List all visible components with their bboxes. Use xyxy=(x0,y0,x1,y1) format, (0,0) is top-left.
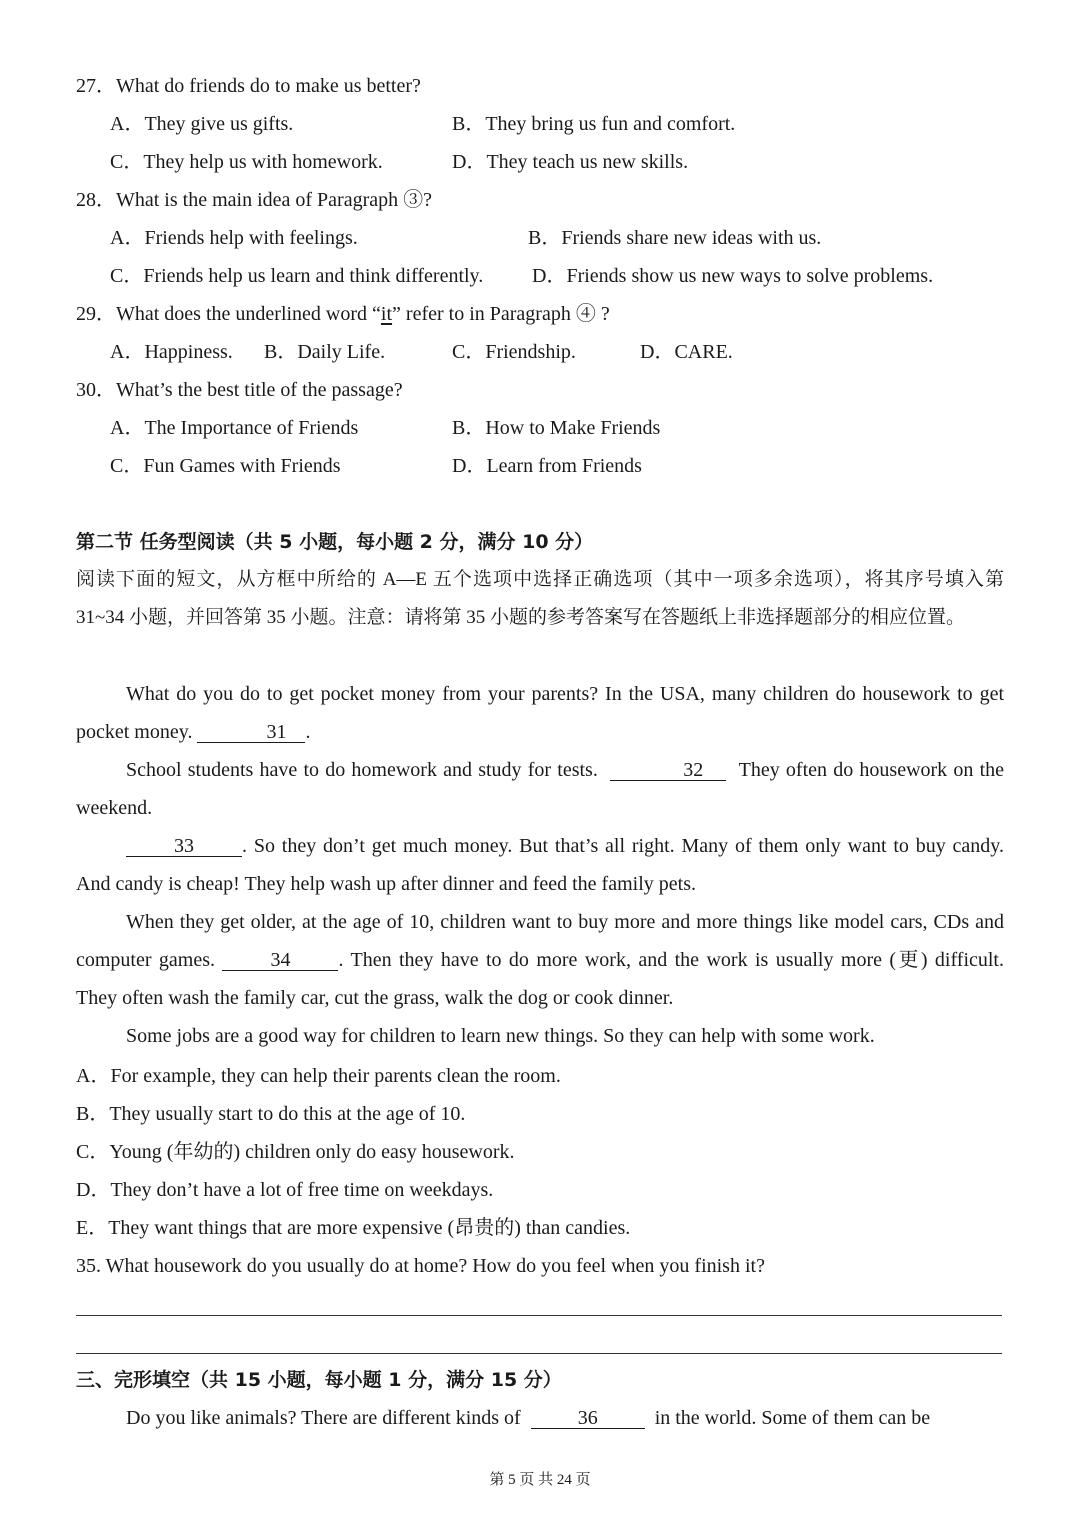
choice-e: E．They want things that are more expensive (昂贵的) than candies. xyxy=(76,1217,631,1239)
section-2-instructions: 阅读下面的短文，从方框中所给的 A—E 五个选项中选择正确选项（其中一项多余选项），将其序号填入第 31~34 小题，并回答第 35 小题。注意：请将第 35 小题的参考答案写在答题纸上非选择题部分的相应位置。 xyxy=(76,569,1004,628)
q27-option-b: B．They bring us fun and comfort. xyxy=(452,113,736,135)
blank-31: 31 xyxy=(197,722,305,743)
choice-b: B．They usually start to do this at the age of 10. xyxy=(76,1103,466,1125)
q28-option-a: A．Friends help with feelings. xyxy=(110,227,358,249)
blank-34: 34 xyxy=(222,950,338,971)
q30-option-c: C．Fun Games with Friends xyxy=(110,455,341,477)
blank-36: 36 xyxy=(531,1408,645,1429)
question-35: 35. What housework do you usually do at home? How do you feel when you finish it? xyxy=(76,1255,765,1277)
passage-paragraph-2 xyxy=(76,751,1004,827)
q27-option-d: D．They teach us new skills. xyxy=(452,151,689,173)
p2-text: School students have to do homework and study for tests. xyxy=(126,759,598,781)
choice-c: C．Young (年幼的) children only do easy housework. xyxy=(76,1141,515,1163)
section-3-title: 三、完形填空（共 15 小题，每小题 1 分，满分 15 分） xyxy=(76,1369,562,1391)
question-28-stem: 28．What is the main idea of Paragraph ③? xyxy=(76,189,432,211)
q27-option-c: C．They help us with homework. xyxy=(110,151,383,173)
q29-stem-pre: 29．What does the underlined word “ xyxy=(76,303,381,325)
choice-a: A．For example, they can help their parents clean the room. xyxy=(76,1065,561,1087)
passage-paragraph-1: What do you do to get pocket money from your parents? In the USA, many children do housework to get pocket money. 31 . xyxy=(76,683,1004,743)
passage-paragraph-4 xyxy=(76,903,1004,1017)
q28-option-b: B．Friends share new ideas with us. xyxy=(528,227,822,249)
answer-line-2 xyxy=(76,1353,1002,1354)
q29-option-d: D．CARE. xyxy=(640,341,733,363)
cloze-paragraph-1 xyxy=(76,1399,1004,1437)
answer-line-1 xyxy=(76,1315,1002,1316)
question-27-stem: 27．What do friends do to make us better? xyxy=(76,75,421,97)
underlined-word: it xyxy=(380,303,393,325)
q28-option-c: C．Friends help us learn and think differently. xyxy=(110,265,484,287)
cloze-p1-text: Do you like animals? There are different kinds of xyxy=(126,1407,521,1429)
q30-option-d: D．Learn from Friends xyxy=(452,455,642,477)
q30-option-b: B．How to Make Friends xyxy=(452,417,661,439)
passage-paragraph-5: Some jobs are a good way for children to learn new things. So they can help with some work. xyxy=(126,1025,875,1047)
q29-option-a: A．Happiness. xyxy=(110,341,233,363)
blank-32: 32 xyxy=(610,760,726,781)
q29-stem-post: ” refer to in Paragraph ④ ? xyxy=(392,303,610,325)
p4-after: . Then they have to do more work, and the work is usually more (更) difficult. They often wash the family car, cut the grass, walk the dog or cook dinner. xyxy=(76,949,1004,1009)
passage-paragraph-3 xyxy=(76,827,1004,903)
question-29-stem xyxy=(76,302,610,326)
p4-text: When they get older, at the age of 10, children want to buy more and more things like model cars, CDs and computer games. xyxy=(76,911,1004,971)
q29-option-b: B．Daily Life. xyxy=(264,341,386,363)
blank-33: 33 xyxy=(126,836,242,857)
cloze-p1-after: in the world. Some of them can be xyxy=(654,1407,931,1429)
q30-option-a: A．The Importance of Friends xyxy=(110,417,359,439)
p1-text: What do you do to get pocket money from your parents? In the USA, many children do housework to get pocket money. xyxy=(76,683,1004,743)
question-30-stem: 30．What’s the best title of the passage? xyxy=(76,379,403,401)
q27-option-a: A．They give us gifts. xyxy=(110,113,294,135)
section-2-title: 第二节 任务型阅读（共 5 小题，每小题 2 分，满分 10 分） xyxy=(76,531,594,553)
choice-d: D．They don’t have a lot of free time on weekdays. xyxy=(76,1179,494,1201)
p3-after: . So they don’t get much money. But that’s all right. Many of them only want to buy candy. And candy is cheap! They help wash up after dinner and feed the family pets. xyxy=(76,835,1004,895)
q29-option-c: C．Friendship. xyxy=(452,341,576,363)
page-footer: 第 5 页 共 24 页 xyxy=(489,1472,591,1488)
p2-after: They often do housework on the weekend. xyxy=(76,759,1005,819)
q28-option-d: D．Friends show us new ways to solve problems. xyxy=(532,265,934,287)
